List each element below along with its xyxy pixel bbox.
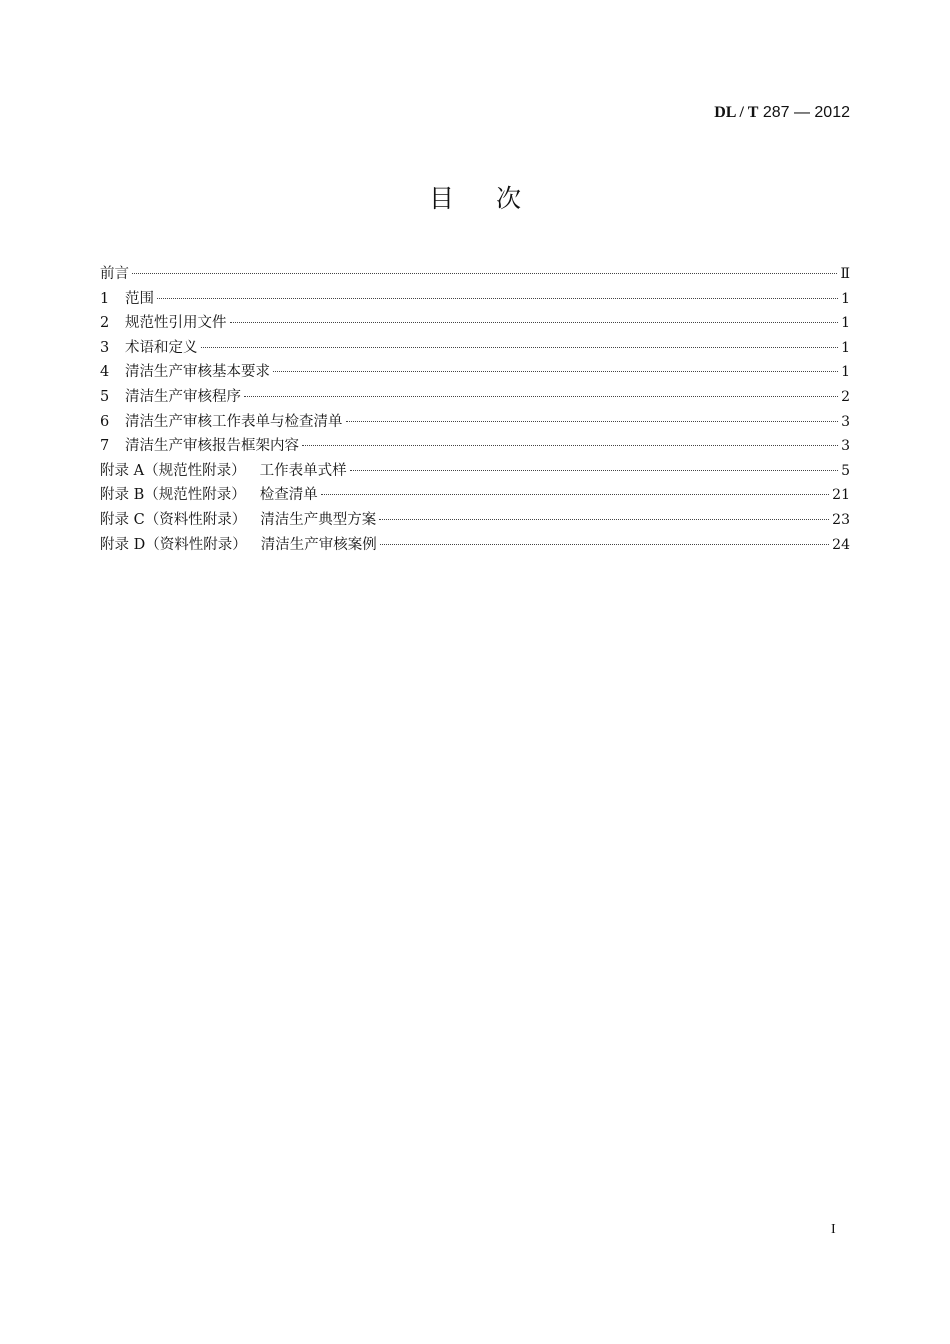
toc-entry-page: 1 <box>841 364 850 381</box>
toc-entry-label: 清洁生产审核报告框架内容 <box>125 438 299 455</box>
toc-entry-3[interactable] <box>100 336 850 361</box>
toc-entry-number: 7 <box>100 438 110 455</box>
toc-entry-page: 1 <box>841 315 850 332</box>
toc-entry-page: 23 <box>832 511 850 528</box>
toc-leader-dots <box>321 494 829 495</box>
toc-entry-label: 清洁生产审核基本要求 <box>125 364 270 381</box>
toc-entry-label <box>100 483 318 508</box>
annex-designation: 附录 C（资料性附录） <box>100 511 247 528</box>
toc-entry-annex-d[interactable] <box>100 533 850 558</box>
toc-entry-page: 1 <box>841 290 850 307</box>
toc-leader-dots <box>350 470 838 471</box>
toc-entry-page: 3 <box>841 438 850 455</box>
toc-entry-6[interactable] <box>100 410 850 435</box>
annex-designation: 附录 A（规范性附录） <box>100 462 246 479</box>
annex-title: 清洁生产审核案例 <box>260 536 377 553</box>
toc-leader-dots <box>244 396 838 397</box>
page-number: I <box>831 1222 836 1237</box>
toc-leader-dots <box>273 371 838 372</box>
toc-entry-number: 2 <box>100 315 110 332</box>
annex-designation: 附录 B（规范性附录） <box>100 487 246 504</box>
toc-leader-dots <box>157 298 838 299</box>
toc-leader-dots <box>201 347 839 348</box>
toc-entry-page: 5 <box>841 462 850 479</box>
toc-entry-annex-b[interactable] <box>100 483 850 508</box>
toc-entry-label: 规范性引用文件 <box>125 315 227 332</box>
standard-number: 287 — 2012 <box>758 104 850 121</box>
toc-entry-number: 1 <box>100 290 110 307</box>
toc-entry-number: 6 <box>100 413 110 430</box>
toc-entry-annex-a[interactable] <box>100 459 850 484</box>
toc-entry-number: 3 <box>100 339 110 356</box>
toc-entry-label <box>100 459 347 484</box>
annex-designation: 附录 D（资料性附录） <box>100 536 247 553</box>
toc-leader-dots <box>380 544 829 545</box>
toc-entry-foreword[interactable] <box>100 262 850 287</box>
toc-entry-page: 24 <box>832 536 850 553</box>
toc-entry-label <box>100 533 377 558</box>
standard-prefix: DL / T <box>714 104 759 121</box>
toc-entry-label <box>100 508 376 533</box>
toc-entry-1[interactable] <box>100 287 850 312</box>
toc-leader-dots <box>230 322 839 323</box>
annex-title: 检查清单 <box>259 487 318 504</box>
toc-entry-2[interactable] <box>100 311 850 336</box>
toc-entry-5[interactable] <box>100 385 850 410</box>
toc-entry-7[interactable] <box>100 434 850 459</box>
toc-entry-label: 前言 <box>100 266 129 282</box>
toc-leader-dots <box>379 519 829 520</box>
toc-entry-label: 清洁生产审核程序 <box>125 388 241 405</box>
toc-leader-dots <box>346 421 839 422</box>
toc-entry-label: 清洁生产审核工作表单与检查清单 <box>125 413 343 430</box>
toc-leader-dots <box>132 273 837 274</box>
toc-entry-number: 4 <box>100 364 110 381</box>
toc-entry-annex-c[interactable] <box>100 508 850 533</box>
toc-entry-label: 范围 <box>125 290 154 307</box>
page-title: 目次 <box>428 184 563 213</box>
toc-entry-page: Ⅱ <box>840 266 850 282</box>
annex-title: 工作表单式样 <box>259 462 347 479</box>
table-of-contents <box>100 262 850 557</box>
toc-leader-dots <box>302 445 838 446</box>
toc-entry-page: 1 <box>841 339 850 356</box>
toc-entry-page: 2 <box>841 388 850 405</box>
toc-entry-page: 3 <box>841 413 850 430</box>
toc-entry-page: 21 <box>832 487 850 504</box>
annex-title: 清洁生产典型方案 <box>260 511 377 528</box>
toc-entry-4[interactable] <box>100 360 850 385</box>
toc-entry-label: 术语和定义 <box>125 339 198 356</box>
standard-code <box>714 103 850 123</box>
toc-entry-number: 5 <box>100 388 110 405</box>
